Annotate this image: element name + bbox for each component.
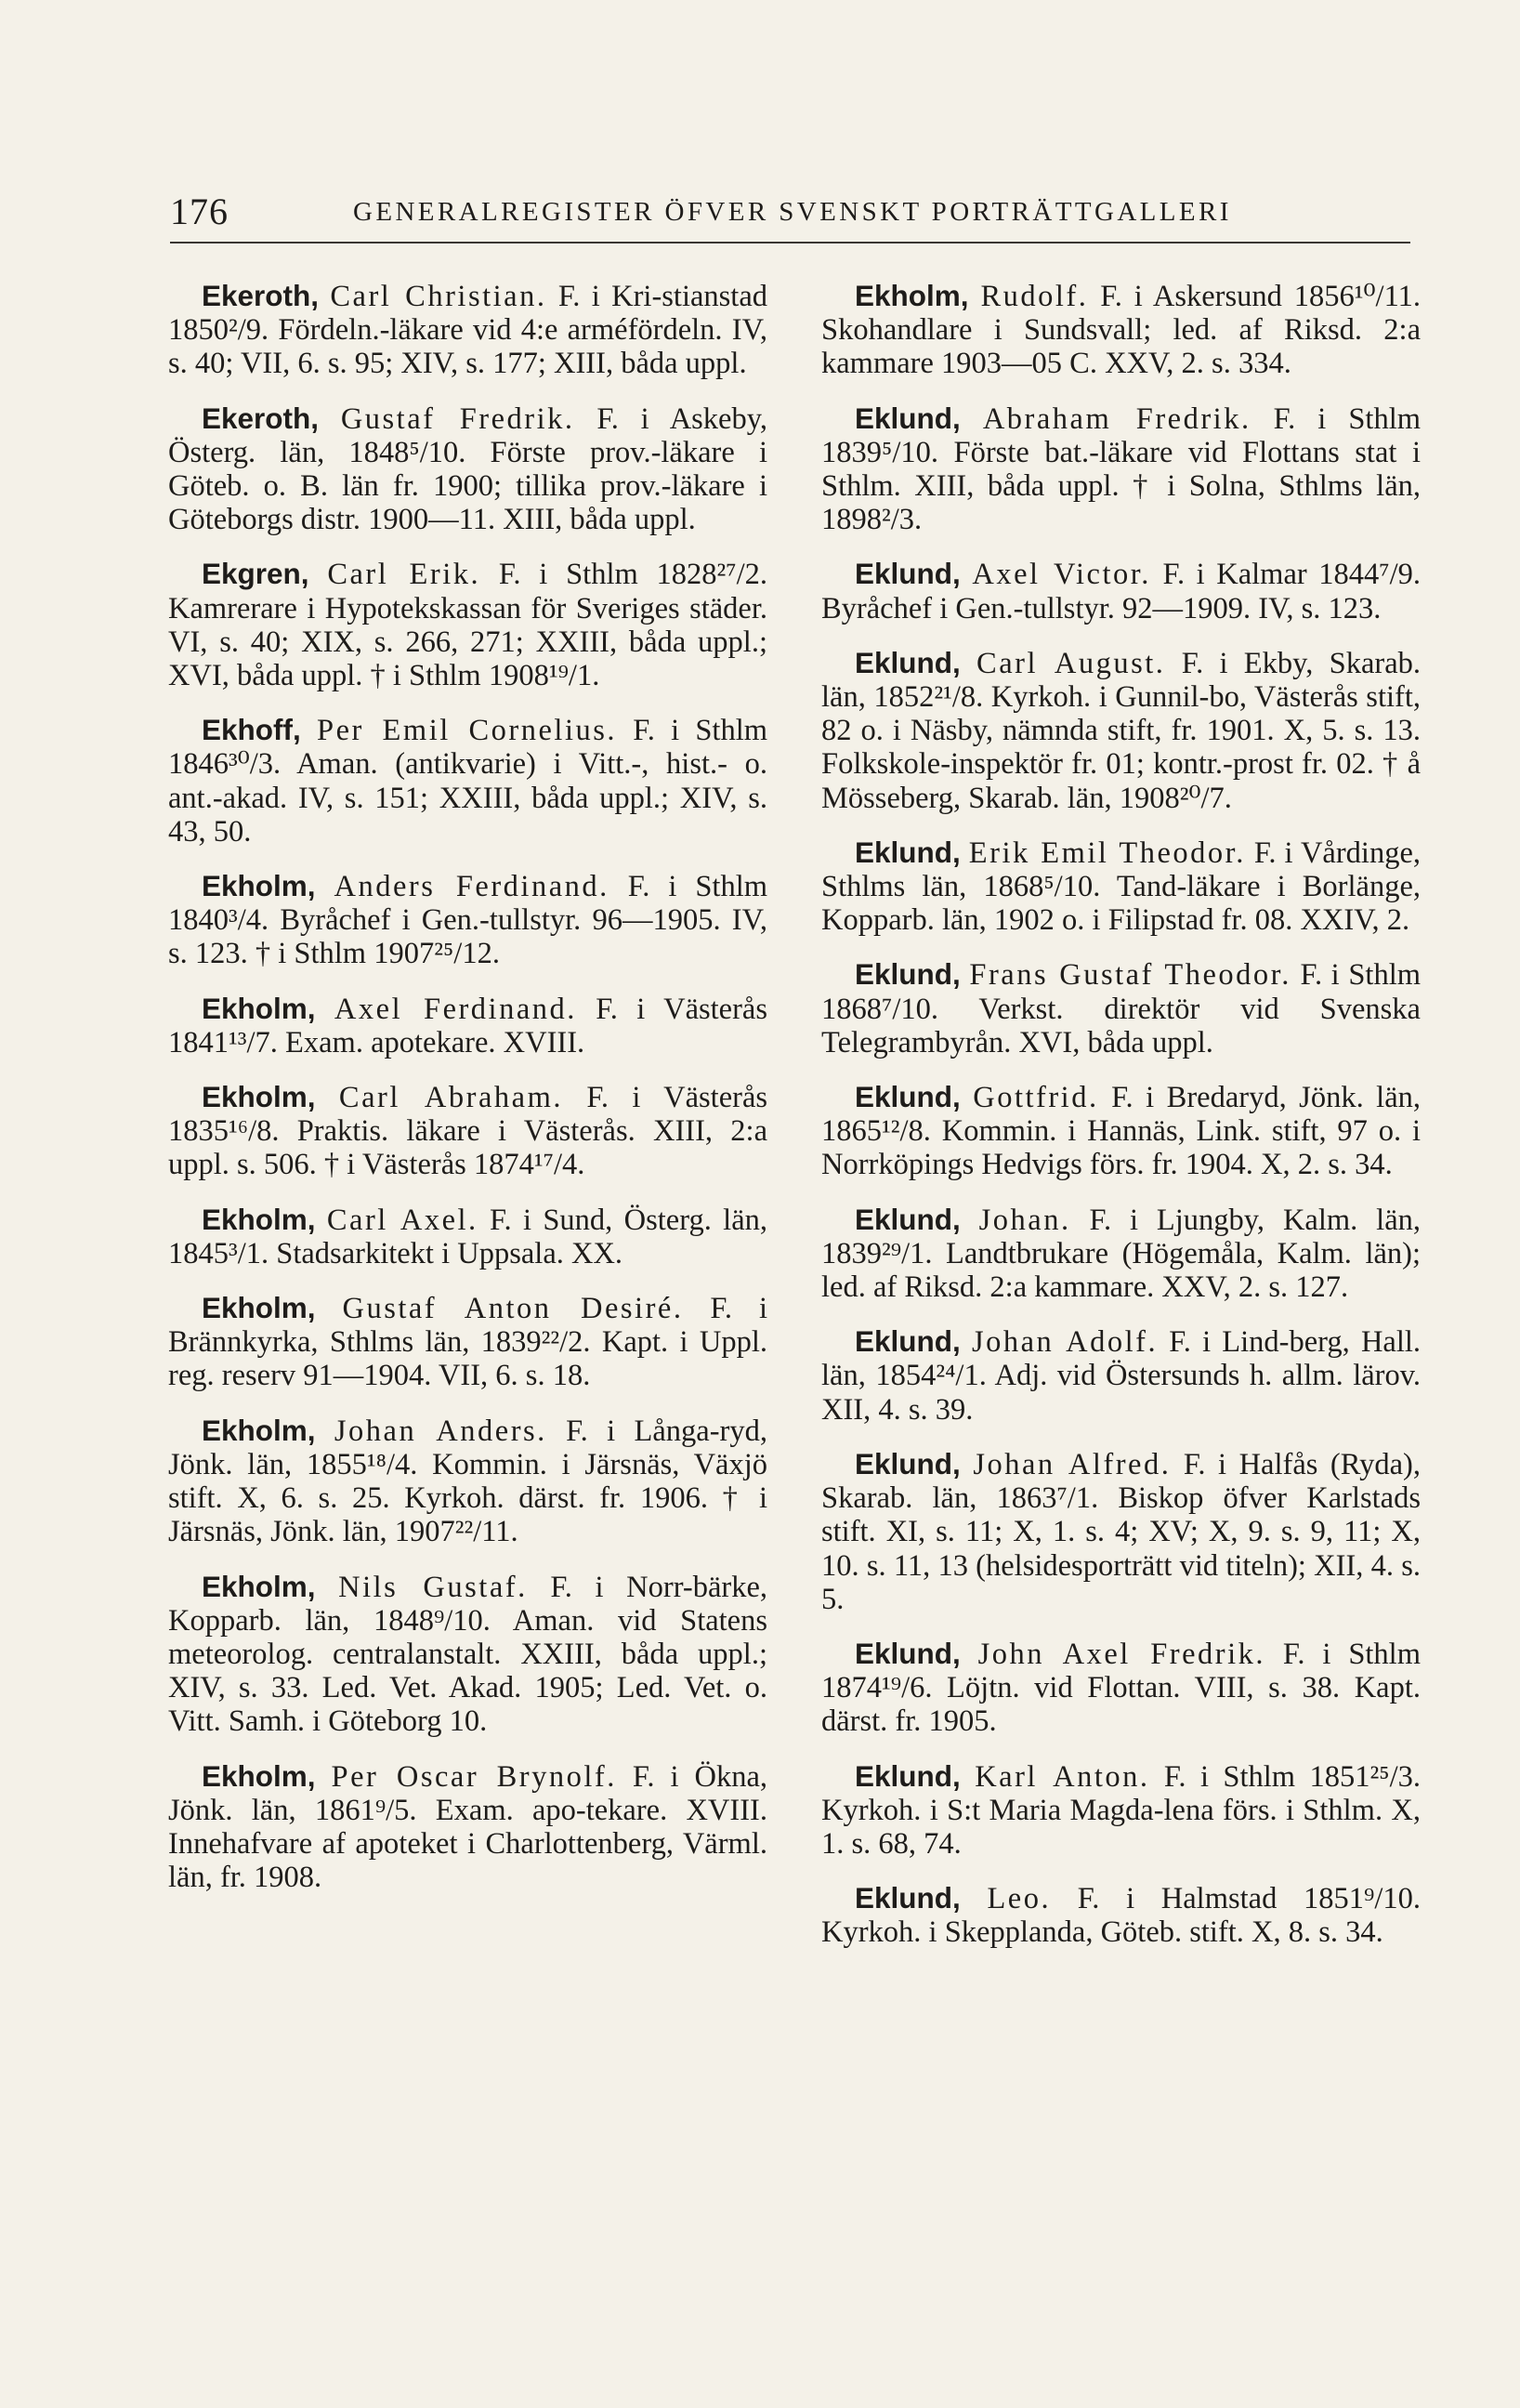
entry-given-names: Carl Abraham. bbox=[338, 1081, 563, 1115]
entry-surname: Ekholm, bbox=[202, 1202, 316, 1236]
entry-details: F. i Ljungby, Kalm. län, 1839²⁹/1. Landtbrukare (Högemåla, Kalm. län); led. af Riksd. 2:a kammare. XXV, 2. s. 127. bbox=[821, 1203, 1421, 1305]
entry-surname: Ekholm, bbox=[202, 1080, 316, 1114]
entry-details: F. i Sthlm 1851²⁵/3. Kyrkoh. i S:t Maria Magda-lena förs. i Sthlm. X, 1. s. 68, 74. bbox=[821, 1759, 1421, 1861]
entry-details: F. i Askeby, Österg. län, 1848⁵/10. Förste prov.-läkare i Göteb. o. B. län fr. 1900; tillika prov.-läkare i Göteborgs distr. 1900—11. XIII, båda uppl. bbox=[168, 401, 767, 537]
register-entry bbox=[168, 401, 767, 537]
entry-surname: Ekholm, bbox=[202, 869, 316, 903]
entry-surname: Eklund, bbox=[855, 1636, 961, 1670]
entry-surname: Eklund, bbox=[855, 1324, 961, 1359]
page-header bbox=[170, 190, 1410, 243]
entry-surname: Eklund, bbox=[855, 835, 961, 869]
register-entry bbox=[821, 1447, 1421, 1616]
entry-given-names: Johan Alfred. bbox=[973, 1447, 1172, 1481]
entry-given-names: Rudolf. bbox=[980, 280, 1089, 313]
entry-surname: Eklund, bbox=[855, 401, 961, 435]
entry-surname: Ekholm, bbox=[855, 279, 969, 312]
register-entry bbox=[168, 992, 767, 1059]
entry-details: F. i Kalmar 1844⁷/9. Byråchef i Gen.-tullstyr. 92—1909. IV, s. 123. bbox=[821, 558, 1422, 625]
entry-surname: Ekholm, bbox=[202, 1413, 316, 1447]
register-entry bbox=[821, 1759, 1421, 1862]
entry-given-names: Per Oscar Brynolf. bbox=[331, 1759, 617, 1794]
page-number: 176 bbox=[170, 191, 229, 232]
register-entry bbox=[821, 1080, 1421, 1182]
right-column bbox=[821, 279, 1421, 1970]
entry-surname: Eklund, bbox=[855, 1758, 961, 1793]
entry-details: F. i Norr-bärke, Kopparb. län, 1848⁹/10. Aman. vid Statens meteorolog. centralanstalt. XXIII, båda uppl.; XIV, s. 33. Led. Vet. Akad. 1905; Led. Vet. o. Vitt. Samh. i Göteborg 10. bbox=[168, 1570, 767, 1739]
entry-surname: Eklund, bbox=[855, 1446, 961, 1480]
entry-surname: Eklund, bbox=[855, 557, 961, 591]
entry-details: F. i Ökna, Jönk. län, 1861⁹/5. Exam. apo-tekare. XVIII. Innehafvare af apoteket i Charlottenberg, Värml. län, fr. 1908. bbox=[168, 1759, 768, 1895]
entry-given-names: Nils Gustaf. bbox=[338, 1570, 528, 1604]
entry-given-names: Carl August. bbox=[976, 646, 1166, 680]
register-entry bbox=[821, 1637, 1421, 1739]
entry-details: F. i Långa-ryd, Jönk. län, 1855¹⁸/4. Kommin. i Järsnäs, Växjö stift. X, 6. s. 25. Kyrkoh. därst. fr. 1906. † i Järsnäs, Jönk. län, 1907²²/11. bbox=[168, 1414, 768, 1549]
entry-given-names: John Axel Fredrik. bbox=[977, 1637, 1266, 1671]
entry-given-names: Johan. bbox=[978, 1203, 1071, 1237]
register-entry bbox=[821, 646, 1421, 815]
entry-details: F. i Sthlm 1868⁷/10. Verkst. direktör vid Svenska Telegrambyrån. XVI, båda uppl. bbox=[821, 958, 1421, 1059]
entry-details: F. i Ekby, Skarab. län, 1852²¹/8. Kyrkoh. i Gunnil-bo, Västerås stift, 82 o. i Näsby, nämnda stift, fr. 1901. X, 5. s. 13. Folkskole-inspektör fr. 01; kontr.-prost fr. 02. † å Mösseberg, Skarab. län, 1908²⁰/7. bbox=[821, 646, 1422, 815]
entry-given-names: Carl Erik. bbox=[327, 558, 481, 592]
entry-details: F. i Sund, Österg. län, 1845³/1. Stadsarkitekt i Uppsala. XX. bbox=[168, 1203, 767, 1270]
entry-given-names: Frans Gustaf Theodor. bbox=[969, 958, 1291, 993]
entry-surname: Ekhoff, bbox=[202, 713, 301, 747]
register-entry bbox=[168, 279, 767, 381]
entry-given-names: Abraham Fredrik. bbox=[982, 401, 1251, 436]
entry-surname: Ekholm, bbox=[202, 1569, 316, 1603]
entry-surname: Eklund, bbox=[855, 1202, 961, 1236]
entry-given-names: Carl Christian. bbox=[330, 280, 547, 313]
entry-given-names: Gustaf Fredrik. bbox=[340, 401, 575, 436]
entry-details: F. i Sthlm 1840³/4. Byråchef i Gen.-tullstyr. 96—1905. IV, s. 123. † i Sthlm 1907²⁵/12. bbox=[168, 870, 767, 971]
register-entry bbox=[821, 836, 1421, 938]
entry-details: F. i Sthlm 1839⁵/10. Förste bat.-läkare vid Flottans stat i Sthlm. XIII, båda uppl. † i Solna, Sthlms län, 1898²/3. bbox=[821, 401, 1421, 537]
entry-details: F. i Sthlm 1828²⁷/2. Kamrerare i Hypotekskassan för Sveriges städer. VI, s. 40; XIX, s. 266, 271; XXIII, båda uppl.; XVI, båda uppl. † i Sthlm 1908¹⁹/1. bbox=[168, 558, 768, 693]
register-entry bbox=[821, 957, 1421, 1059]
entry-surname: Ekholm, bbox=[202, 1291, 316, 1325]
entry-surname: Ekholm, bbox=[202, 1758, 316, 1793]
entry-given-names: Karl Anton. bbox=[975, 1759, 1150, 1794]
register-entry bbox=[168, 557, 767, 692]
register-entry bbox=[821, 279, 1421, 381]
entry-details: F. i Askersund 1856¹⁰/11. Skohandlare i Sundsvall; led. af Riksd. 2:a kammare 1903—05 C. XXV, 2. s. 334. bbox=[821, 280, 1422, 381]
register-entry bbox=[168, 1570, 767, 1739]
entry-surname: Ekeroth, bbox=[202, 279, 320, 312]
entry-details: F. i Västerås 1841¹³/7. Exam. apotekare. XVIII. bbox=[168, 992, 767, 1059]
register-entry bbox=[821, 1881, 1421, 1949]
entry-given-names: Leo. bbox=[987, 1882, 1052, 1916]
entry-details: F. i Halmstad 1851⁹/10. Kyrkoh. i Skepplanda, Göteb. stift. X, 8. s. 34. bbox=[821, 1882, 1422, 1950]
entry-given-names: Axel Ferdinand. bbox=[334, 992, 577, 1026]
entry-details: F. i Västerås 1835¹⁶/8. Praktis. läkare i Västerås. XIII, 2:a uppl. s. 506. † i Västerås 1874¹⁷/4. bbox=[168, 1081, 768, 1182]
entry-surname: Eklund, bbox=[855, 645, 961, 679]
entry-surname: Eklund, bbox=[855, 1080, 961, 1114]
entry-details: F. i Sthlm 1846³⁰/3. Aman. (antikvarie) i Vitt.-, hist.- o. ant.-akad. IV, s. 151; XXIII, båda uppl.; XIV, s. 43, 50. bbox=[168, 714, 768, 849]
register-entry bbox=[821, 1203, 1421, 1305]
left-column bbox=[168, 279, 767, 1915]
register-entry bbox=[168, 1203, 767, 1270]
entry-details: F. i Kri-stianstad 1850²/9. Fördeln.-läkare vid 4:e arméfördeln. IV, s. 40; VII, 6. s. 95; XIV, s. 177; XIII, båda uppl. bbox=[168, 280, 768, 381]
entry-given-names: Johan Adolf. bbox=[971, 1325, 1159, 1360]
entry-details: F. i Halfås (Ryda), Skarab. län, 1863⁷/1. Biskop öfver Karlstads stift. XI, s. 11; X, 1. s. 4; XV; X, 9. s. 9, 11; X, 10. s. 11, 13 (helsidesporträtt vid titeln); XII, 4. s. 5. bbox=[821, 1447, 1422, 1616]
entry-given-names: Axel Victor. bbox=[972, 558, 1151, 592]
register-entry bbox=[821, 557, 1421, 625]
entry-surname: Ekgren, bbox=[202, 557, 309, 591]
entry-details: F. i Lind-berg, Hall. län, 1854²⁴/1. Adj. vid Östersunds h. allm. lärov. XII, 4. s. 39. bbox=[821, 1325, 1422, 1427]
register-entry bbox=[821, 1324, 1421, 1427]
entry-details: F. i Bredaryd, Jönk. län, 1865¹²/8. Kommin. i Hannäs, Link. stift, 97 o. i Norrköpings Hedvigs förs. fr. 1904. X, 2. s. 34. bbox=[821, 1081, 1422, 1182]
register-entry bbox=[168, 713, 767, 849]
running-title: GENERALREGISTER ÖFVER SVENSKT PORTRÄTTGALLERI bbox=[353, 197, 1232, 227]
entry-given-names: Erik Emil Theodor. bbox=[968, 836, 1246, 870]
entry-surname: Ekeroth, bbox=[202, 401, 320, 435]
entry-surname: Ekholm, bbox=[202, 991, 316, 1025]
entry-given-names: Gustaf Anton Desiré. bbox=[342, 1292, 684, 1326]
register-entry bbox=[168, 1759, 767, 1895]
entry-given-names: Gottfrid. bbox=[973, 1081, 1099, 1115]
entry-given-names: Carl Axel. bbox=[326, 1203, 478, 1237]
entry-details: F. i Sthlm 1874¹⁹/6. Löjtn. vid Flottan. VIII, s. 38. Kapt. därst. fr. 1905. bbox=[821, 1637, 1421, 1739]
register-entry bbox=[168, 1414, 767, 1549]
entry-surname: Eklund, bbox=[855, 957, 961, 992]
register-entry bbox=[168, 1291, 767, 1393]
register-entry bbox=[821, 401, 1421, 537]
entry-given-names: Anders Ferdinand. bbox=[334, 870, 609, 904]
entry-surname: Eklund, bbox=[855, 1881, 961, 1915]
register-entry bbox=[168, 869, 767, 971]
entry-given-names: Per Emil Cornelius. bbox=[317, 714, 617, 748]
entry-details: F. i Vårdinge, Sthlms län, 1868⁵/10. Tand-läkare i Borlänge, Kopparb. län, 1902 o. i Filipstad fr. 08. XXIV, 2. bbox=[821, 836, 1422, 938]
entry-given-names: Johan Anders. bbox=[334, 1414, 547, 1448]
entry-details: F. i Brännkyrka, Sthlms län, 1839²²/2. Kapt. i Uppl. reg. reserv 91—1904. VII, 6. s. 18. bbox=[168, 1292, 767, 1393]
register-entry bbox=[168, 1080, 767, 1182]
